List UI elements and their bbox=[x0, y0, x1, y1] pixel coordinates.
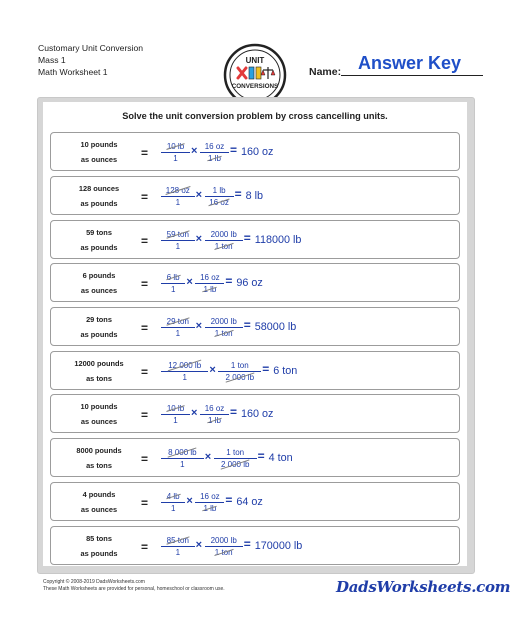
problem-quantity: 29 tons bbox=[86, 315, 112, 324]
answer: 170000 lb bbox=[254, 540, 303, 552]
conversion-factor-fraction bbox=[205, 230, 243, 252]
problem-row bbox=[50, 351, 460, 390]
problem-row bbox=[50, 482, 460, 521]
answer: 6 ton bbox=[273, 365, 298, 377]
answer: 58000 lb bbox=[254, 321, 297, 333]
times-sign: × bbox=[195, 233, 203, 245]
denominator: 1 lb bbox=[203, 285, 217, 294]
worksheet-number: Math Worksheet 1 bbox=[38, 67, 108, 77]
equals-sign: = bbox=[141, 234, 149, 248]
denominator: 1 lb bbox=[208, 154, 221, 163]
denominator: 1 bbox=[170, 504, 176, 513]
times-sign: × bbox=[195, 189, 203, 201]
copyright-text: Copyright © 2008-2019 DadsWorksheets.com bbox=[43, 579, 145, 585]
answer-key-title: Answer Key bbox=[358, 53, 462, 73]
conversion-factor-fraction bbox=[214, 448, 257, 470]
equals-sign: = bbox=[141, 540, 149, 554]
result-equals-sign: = bbox=[243, 537, 251, 551]
problem-row bbox=[50, 132, 460, 171]
answer: 160 oz bbox=[241, 408, 274, 420]
given-fraction bbox=[161, 142, 190, 164]
equals-sign: = bbox=[141, 146, 149, 160]
numerator: 2000 lb bbox=[210, 230, 237, 239]
given-fraction bbox=[161, 448, 204, 470]
problem-target-unit: as pounds bbox=[80, 243, 118, 252]
numerator: 16 oz bbox=[200, 492, 220, 501]
equals-sign: = bbox=[141, 408, 149, 422]
problem-quantity: 59 tons bbox=[86, 228, 112, 237]
times-sign: × bbox=[186, 276, 193, 288]
numerator: 16 oz bbox=[204, 142, 225, 151]
problem-target-unit: as pounds bbox=[80, 549, 118, 558]
numerator: 29 ton bbox=[166, 317, 189, 326]
answer: 160 oz bbox=[241, 146, 274, 158]
problem-quantity: 8000 pounds bbox=[76, 446, 122, 455]
conversion-factor-fraction bbox=[200, 404, 229, 426]
denominator: 1 bbox=[182, 373, 187, 382]
equals-sign: = bbox=[141, 365, 149, 379]
numerator: 6 lb bbox=[166, 273, 180, 282]
numerator: 8 000 lb bbox=[168, 448, 197, 457]
times-sign: × bbox=[204, 451, 212, 463]
numerator: 1 ton bbox=[230, 361, 249, 370]
problem-target-unit: as ounces bbox=[80, 286, 118, 295]
given-fraction bbox=[161, 492, 185, 514]
denominator: 1 bbox=[180, 460, 185, 469]
conversion-factor-fraction bbox=[195, 273, 224, 295]
conversion-factor-fraction bbox=[200, 142, 229, 164]
numerator: 2000 lb bbox=[210, 317, 237, 326]
result-equals-sign: = bbox=[243, 231, 251, 245]
numerator: 128 oz bbox=[165, 186, 190, 195]
times-sign: × bbox=[191, 145, 198, 157]
problem-row bbox=[50, 438, 460, 477]
result-equals-sign: = bbox=[257, 449, 265, 463]
denominator: 1 bbox=[175, 242, 181, 251]
numerator: 2000 lb bbox=[210, 536, 237, 545]
numerator: 10 lb bbox=[166, 142, 185, 151]
numerator: 1 lb bbox=[212, 186, 226, 195]
denominator: 1 ton bbox=[214, 548, 233, 557]
answer: 8 lb bbox=[245, 190, 264, 202]
problem-quantity: 128 ounces bbox=[78, 184, 120, 193]
problem-quantity: 85 tons bbox=[86, 534, 112, 543]
problem-target-unit: as ounces bbox=[80, 505, 118, 514]
problem-target-unit: as pounds bbox=[80, 199, 118, 208]
denominator: 2 000 lb bbox=[225, 373, 255, 382]
denominator: 1 ton bbox=[214, 242, 233, 251]
problem-row bbox=[50, 307, 460, 346]
problem-row bbox=[50, 220, 460, 259]
result-equals-sign: = bbox=[225, 274, 233, 288]
problem-row bbox=[50, 526, 460, 565]
conversion-factor-fraction bbox=[218, 361, 261, 383]
problem-quantity: 10 pounds bbox=[80, 402, 118, 411]
problem-target-unit: as pounds bbox=[80, 330, 118, 339]
footer bbox=[43, 579, 225, 592]
denominator: 1 bbox=[173, 416, 178, 425]
numerator: 4 lb bbox=[166, 492, 180, 501]
given-fraction bbox=[161, 186, 195, 208]
denominator: 16 oz bbox=[209, 198, 229, 207]
problem-row bbox=[50, 176, 460, 215]
worksheet-info bbox=[38, 42, 143, 78]
times-sign: × bbox=[209, 364, 216, 376]
name-label: Name: bbox=[309, 66, 342, 78]
problem-quantity: 12000 pounds bbox=[74, 359, 124, 368]
result-equals-sign: = bbox=[243, 318, 251, 332]
times-sign: × bbox=[186, 495, 193, 507]
conversion-factor-fraction bbox=[205, 186, 234, 208]
problem-quantity: 4 pounds bbox=[82, 490, 116, 499]
numerator: 12 000 lb bbox=[168, 361, 202, 370]
denominator: 1 bbox=[175, 548, 181, 557]
result-equals-sign: = bbox=[230, 405, 238, 419]
denominator: 1 ton bbox=[214, 329, 233, 338]
conversion-factor-fraction bbox=[195, 492, 224, 514]
equals-sign: = bbox=[141, 190, 149, 204]
conversion-factor-fraction bbox=[205, 536, 243, 558]
denominator: 1 bbox=[173, 154, 178, 163]
logo-top-text: UNIT bbox=[245, 56, 265, 65]
equals-sign: = bbox=[141, 321, 149, 335]
numerator: 10 lb bbox=[166, 404, 185, 413]
answer: 4 ton bbox=[268, 452, 293, 464]
given-fraction bbox=[161, 361, 208, 383]
numerator: 16 oz bbox=[200, 273, 220, 282]
numerator: 85 ton bbox=[166, 536, 189, 545]
denominator: 2 000 lb bbox=[220, 460, 250, 469]
equals-sign: = bbox=[141, 496, 149, 510]
times-sign: × bbox=[195, 539, 203, 551]
result-equals-sign: = bbox=[234, 187, 242, 201]
given-fraction bbox=[161, 230, 195, 252]
result-equals-sign: = bbox=[225, 493, 233, 507]
usage-text: These Math Worksheets are provided for personal, homeschool or classroom use. bbox=[43, 585, 225, 592]
problem-quantity: 6 pounds bbox=[82, 271, 116, 280]
problem-target-unit: as ounces bbox=[80, 417, 118, 426]
worksheet-topic: Mass 1 bbox=[38, 55, 66, 65]
given-fraction bbox=[161, 273, 185, 295]
worksheet-subject: Customary Unit Conversion bbox=[38, 43, 144, 53]
denominator: 1 lb bbox=[208, 416, 221, 425]
conversion-factor-fraction bbox=[205, 317, 243, 339]
logo-bottom-text: CONVERSIONS bbox=[231, 83, 279, 90]
given-fraction bbox=[161, 317, 195, 339]
problem-target-unit: as tons bbox=[86, 461, 112, 470]
dadsworksheets-logo: DadsWorksheets.com bbox=[336, 578, 511, 596]
problem-quantity: 10 pounds bbox=[80, 140, 118, 149]
given-fraction bbox=[161, 536, 195, 558]
numerator: 1 ton bbox=[226, 448, 245, 457]
result-equals-sign: = bbox=[262, 362, 270, 376]
denominator: 1 bbox=[175, 198, 181, 207]
denominator: 1 lb bbox=[203, 504, 217, 513]
denominator: 1 bbox=[175, 329, 181, 338]
problem-target-unit: as ounces bbox=[80, 155, 118, 164]
numerator: 16 oz bbox=[204, 404, 225, 413]
answer: 64 oz bbox=[236, 496, 263, 508]
name-line bbox=[341, 75, 483, 76]
equals-sign: = bbox=[141, 277, 149, 291]
denominator: 1 bbox=[170, 285, 176, 294]
given-fraction bbox=[161, 404, 190, 426]
numerator: 59 ton bbox=[166, 230, 189, 239]
result-equals-sign: = bbox=[230, 143, 238, 157]
times-sign: × bbox=[195, 320, 203, 332]
instructions: Solve the unit conversion problem by cross cancelling units. bbox=[122, 111, 388, 121]
problem-row bbox=[50, 394, 460, 433]
answer: 118000 lb bbox=[254, 234, 302, 246]
answer: 96 oz bbox=[236, 277, 263, 289]
equals-sign: = bbox=[141, 452, 149, 466]
times-sign: × bbox=[191, 407, 198, 419]
problem-row bbox=[50, 263, 460, 302]
problem-target-unit: as tons bbox=[86, 374, 112, 383]
